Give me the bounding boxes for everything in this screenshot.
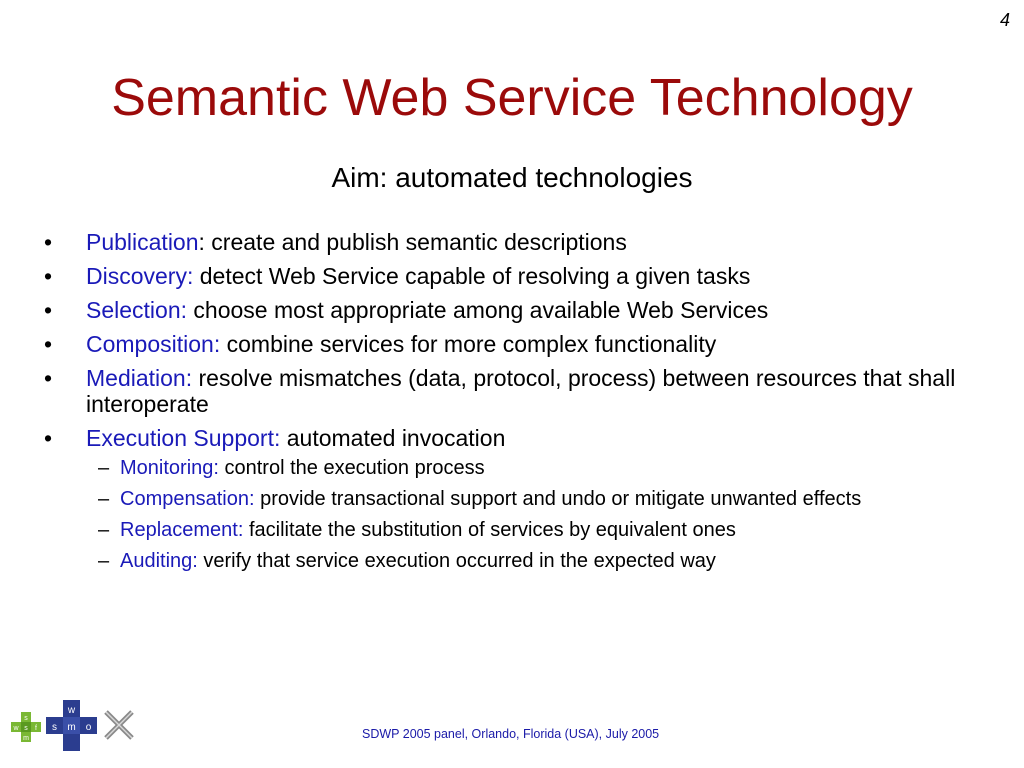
dash-marker: – [98, 457, 110, 479]
bullet-text: detect Web Service capable of resolving a given tasks [193, 263, 751, 289]
sub-bullet-replacement [86, 519, 972, 541]
bullet-mediation [42, 365, 972, 417]
bullet-term: Discovery: [86, 263, 194, 289]
sub-bullet-term: Auditing: [120, 550, 198, 572]
sub-bullet-term: Monitoring: [120, 457, 219, 479]
big-logo-letter: s [52, 722, 57, 733]
bullet-marker: • [44, 365, 53, 391]
dash-marker: – [98, 519, 110, 541]
slide-title: Semantic Web Service Technology [111, 69, 913, 127]
sub-bullet-text: verify that service execution occurred in the expected way [197, 550, 716, 572]
bullet-publication [42, 229, 972, 255]
slide-subtitle: Aim: automated technologies [331, 162, 693, 193]
small-logo-letter: w [13, 725, 19, 732]
bullet-term: Execution Support: [86, 425, 281, 451]
sub-bullet-term: Compensation: [120, 488, 255, 510]
bullet-text: automated invocation [280, 425, 506, 451]
bullet-marker: • [44, 229, 53, 255]
sub-bullet-compensation [86, 488, 972, 510]
bullet-term: Selection: [86, 297, 188, 323]
sub-bullet-text: facilitate the substitution of services by equivalent ones [243, 519, 736, 541]
bullet-text: combine services for more complex functionality [220, 331, 717, 357]
bullet-list [42, 229, 972, 581]
bullet-marker: • [44, 425, 53, 451]
sub-bullet-monitoring [86, 457, 972, 479]
bullet-text: resolve mismatches (data, protocol, process) between resources that shall interoperate [86, 365, 956, 417]
sub-bullet-text: control the execution process [218, 457, 485, 479]
small-logo-letter: s [24, 725, 28, 732]
slide-footer: SDWP 2005 panel, Orlando, Florida (USA), July 2005 [362, 727, 660, 741]
dash-marker: – [98, 488, 110, 510]
bullet-text: : create and publish semantic descriptions [198, 229, 627, 255]
bullet-term: Mediation: [86, 365, 193, 391]
big-logo-letter: o [85, 722, 92, 733]
logo-group [10, 694, 140, 754]
bullet-marker: • [44, 263, 53, 289]
sws-logo [11, 712, 41, 742]
bullet-marker: • [44, 297, 53, 323]
bullet-term: Publication [86, 229, 199, 255]
bullet-discovery [42, 263, 972, 289]
x-emblem-logo [106, 712, 132, 738]
bullet-execution-support [42, 425, 972, 572]
big-logo-letter: w [67, 705, 76, 716]
sub-bullet-term: Replacement: [120, 519, 244, 541]
bullet-marker: • [44, 331, 53, 357]
dash-marker: – [98, 550, 110, 572]
bullet-text: choose most appropriate among available Web Services [187, 297, 769, 323]
small-logo-letter: s [24, 715, 28, 722]
big-logo-letter: m [67, 722, 76, 733]
sub-bullet-text: provide transactional support and undo or mitigate unwanted effects [254, 488, 862, 510]
small-logo-letter: m [23, 735, 29, 742]
sub-bullet-list [86, 457, 972, 572]
bullet-composition [42, 331, 972, 357]
bullet-term: Composition: [86, 331, 221, 357]
wsmo-logo [46, 700, 97, 751]
sub-bullet-auditing [86, 550, 972, 572]
small-logo-letter: f [35, 725, 37, 732]
page-number: 4 [999, 10, 1010, 30]
bullet-selection [42, 297, 972, 323]
